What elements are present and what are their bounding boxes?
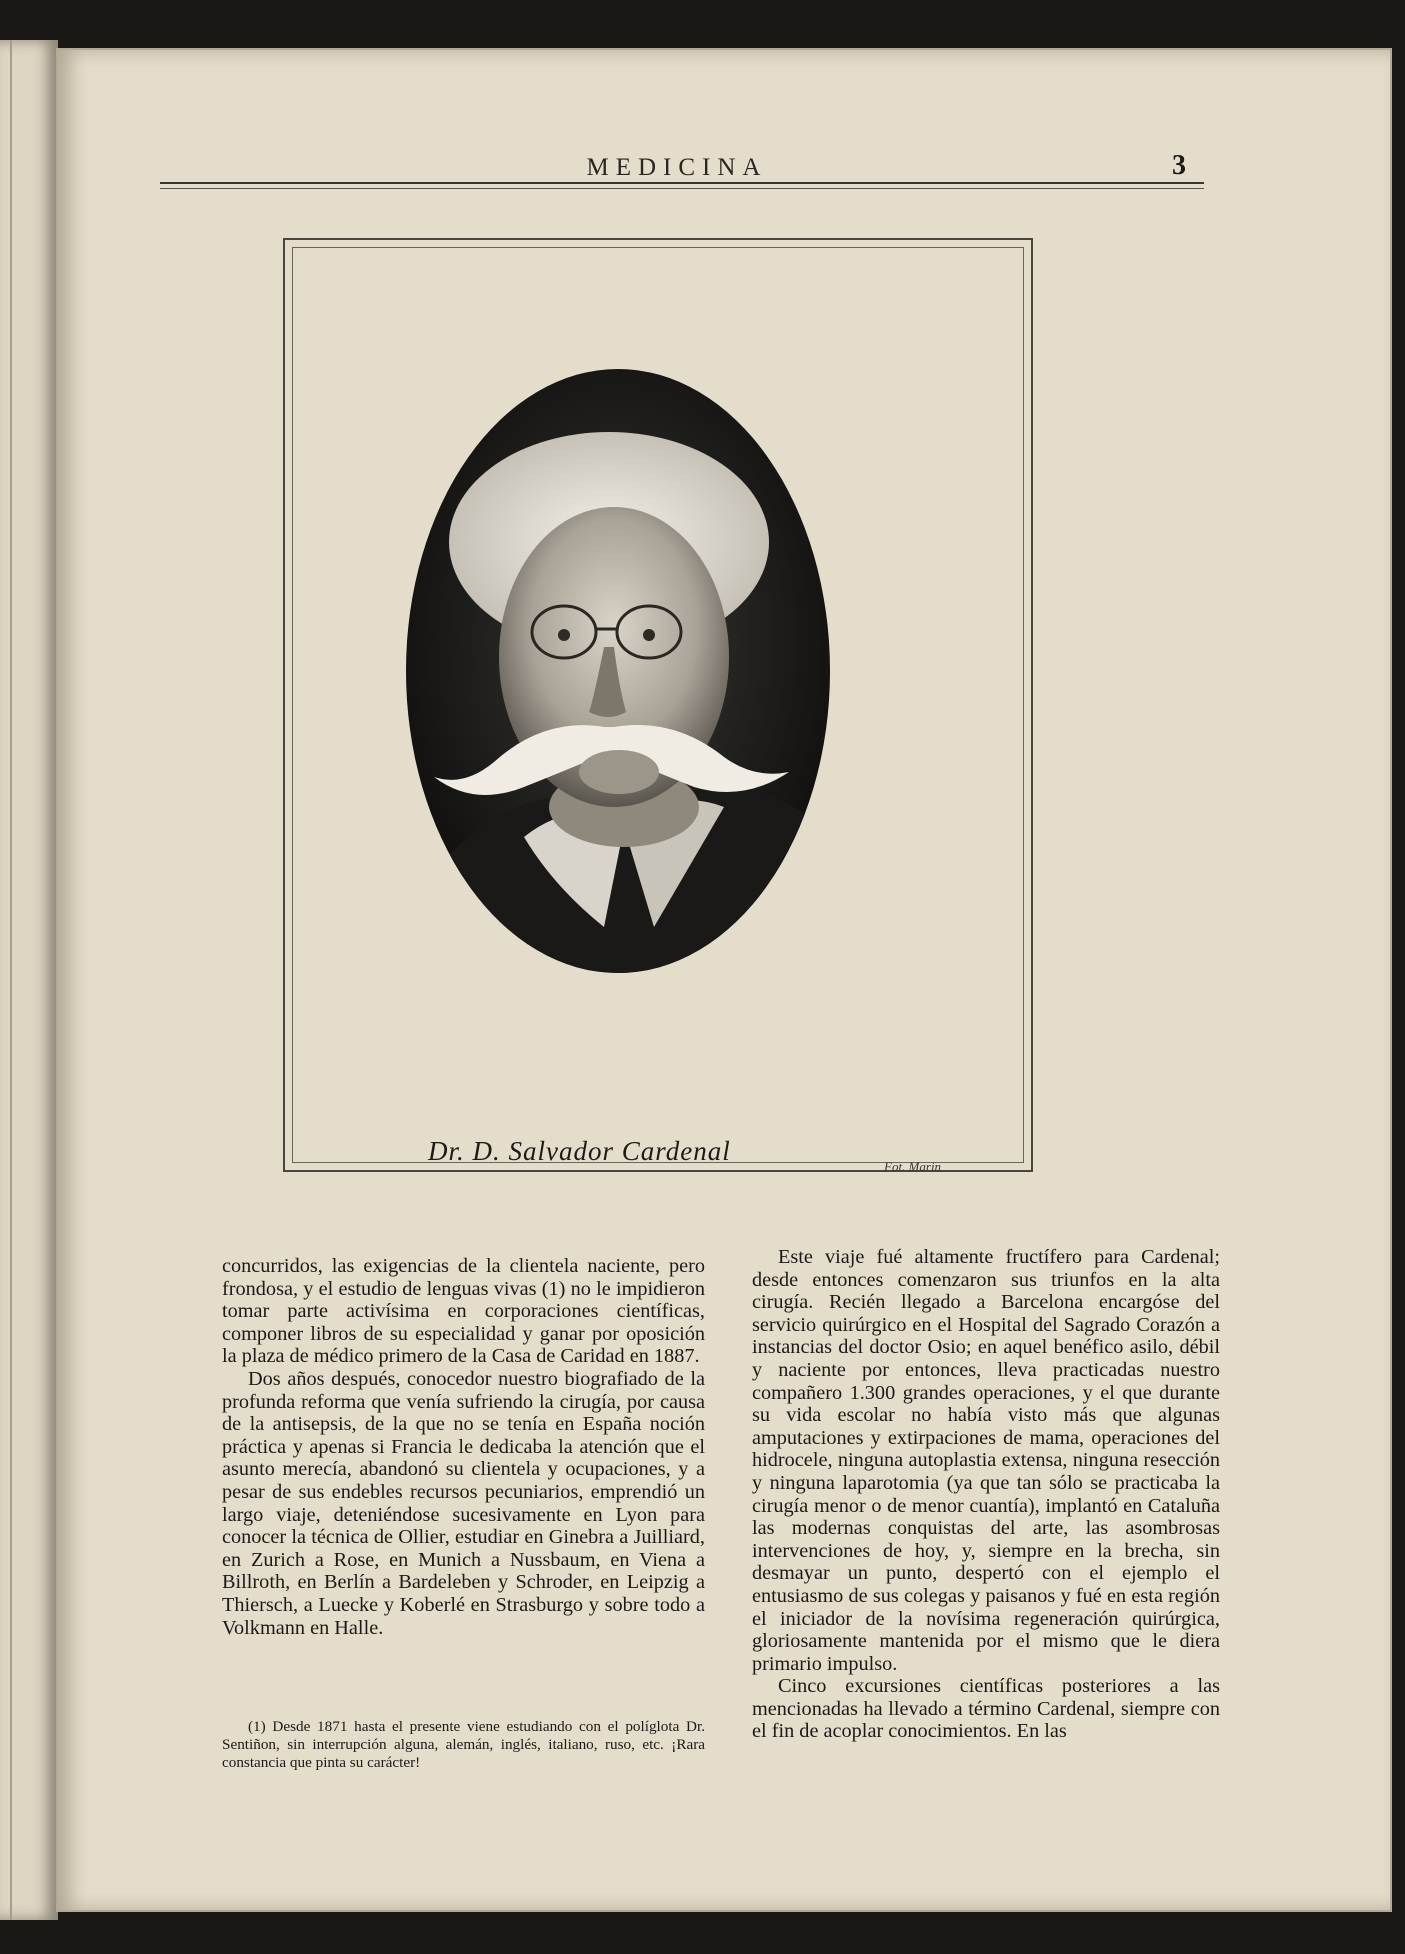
- left-paragraph-2: Dos años después, conocedor nuestro biografiado de la profunda reforma que venía sufriendo la cirugía, por causa de la antisepsis, de la que no se tenía en España noción práctica y apenas si Francia le dedicaba la atención que el asunto merecía, abandonó su clientela y ocupaciones, y a pesar de sus endebles recursos pecuniarios, emprendió un largo viaje, deteniéndose sucesivamente en Lyon para conocer la técnica de Ollier, estudiar en Ginebra a Juilliard, en Zurich a Rose, en Munich a Nussbaum, en Viena a Billroth, en Berlín a Bardeleben y Schroder, en Leipzig a Thiersch, a Luecke y Koberlé en Strasburgo y sobre todo a Volkmann en Halle.: [222, 1367, 705, 1639]
- photo-credit: Fot. Marin: [884, 1159, 942, 1174]
- header-rule: [160, 182, 1204, 184]
- portrait-frame: [283, 238, 1033, 1172]
- left-column: [222, 1255, 705, 1639]
- right-column: [752, 1246, 1220, 1743]
- portrait-photo: [404, 367, 832, 975]
- portrait-caption: Dr. D. Salvador Cardenal: [428, 1136, 731, 1166]
- running-head: [150, 150, 1204, 190]
- facing-page-edge: [10, 40, 12, 1920]
- page-number: 3: [1172, 150, 1186, 181]
- right-paragraph-2: Cinco excursiones científicas posteriores a las mencionadas ha llevado a término Cardenal, siempre con el fin de acoplar conocimientos. En las: [752, 1675, 1220, 1743]
- header-rule-thin: [160, 188, 1204, 189]
- section-title: MEDICINA: [586, 154, 768, 181]
- footnote: [222, 1718, 705, 1772]
- right-paragraph-1: Este viaje fué altamente fructífero para Cardenal; desde entonces comenzaron sus triunfos en la alta cirugía. Recién llegado a Barcelona encargóse del servicio quirúrgico en el Hospital del Sagrado Corazón a instancias del doctor Osio; en aquel benéfico asilo, débil y naciente por entonces, lleva practicadas nuestro compañero 1.300 grandes operaciones, y el que durante su vida escolar no había visto más que algunas amputaciones y extirpaciones de mama, operaciones del hidrocele, ninguna autoplastia extensa, ninguna resección y ninguna laparotomia (ya que tan sólo se practicaba la cirugía menor o de menor cuantía), implantó en Cataluña las modernas conquistas del arte, las asombrosas intervenciones de hoy, y, siempre en la brecha, sin desmayar un punto, despertó con el ejemplo el entusiasmo de sus colegas y paisanos y fué en esta región el iniciador de la novísima regeneración quirúrgica, gloriosamente mantenida por el mismo que le diera primario impulso.: [752, 1246, 1220, 1675]
- footnote-text: (1) Desde 1871 hasta el presente viene estudiando con el políglota Dr. Sentiñon, sin interrupción alguna, alemán, inglés, italiano, ruso, etc. ¡Rara constancia que pinta su carácter!: [222, 1718, 705, 1771]
- left-paragraph-1: concurridos, las exigencias de la clientela naciente, pero frondosa, y el estudio de lenguas vivas (1) no le impidieron tomar parte activísima en corporaciones científicas, componer libros de su especialidad y ganar por oposición la plaza de médico primero de la Casa de Caridad en 1887.: [222, 1255, 705, 1368]
- facing-page: [0, 40, 58, 1920]
